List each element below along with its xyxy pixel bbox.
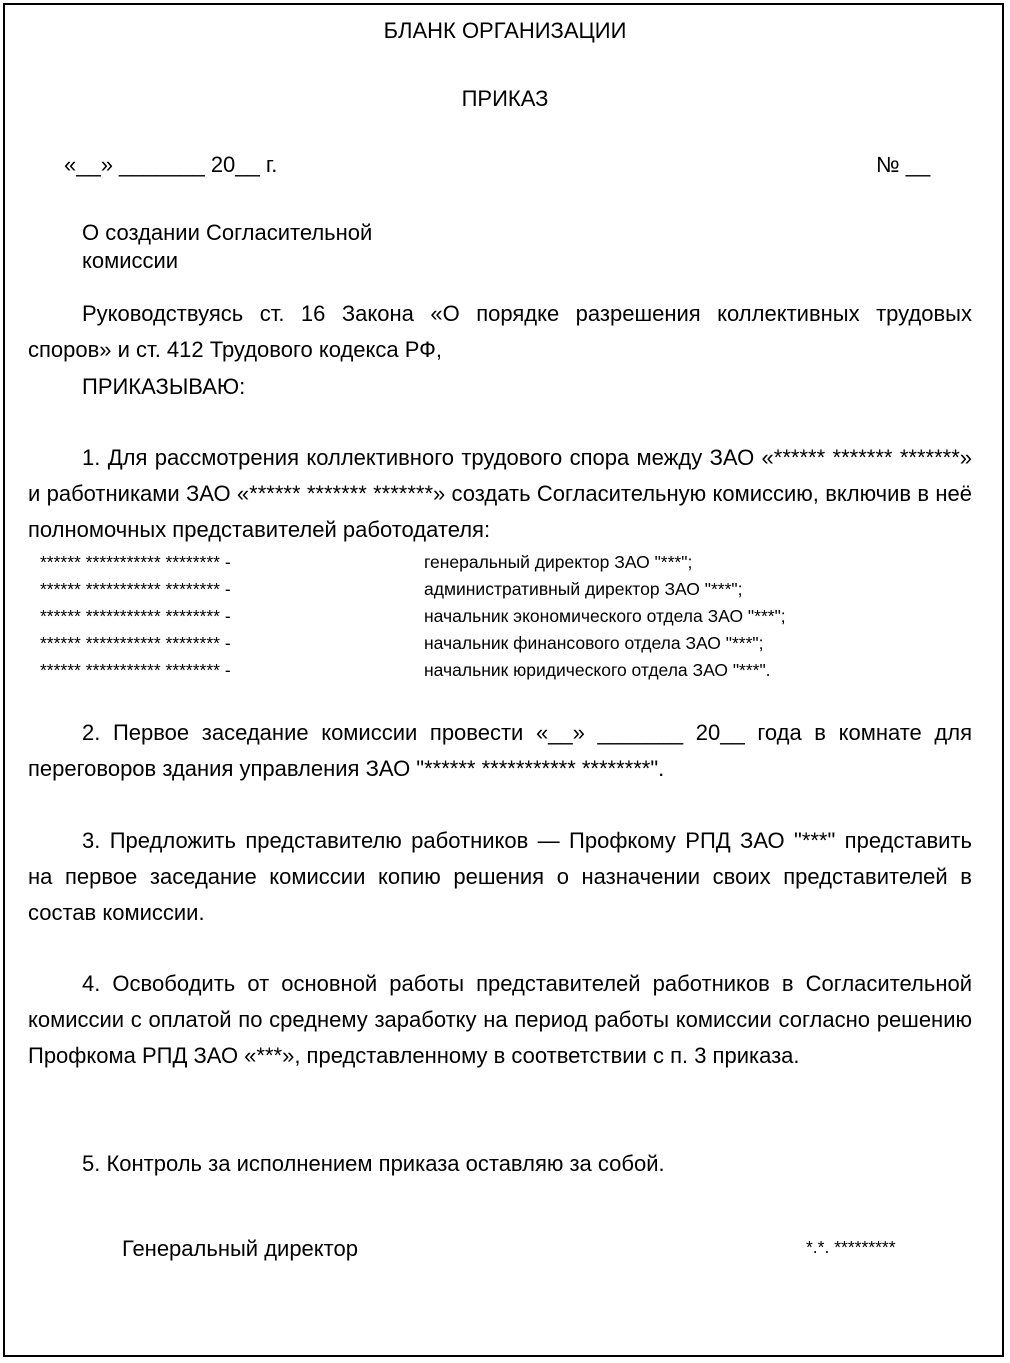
signature-name: *.*. ********* bbox=[806, 1237, 896, 1257]
representative-name: ****** *********** ******** - bbox=[40, 660, 231, 680]
order-number: № __ bbox=[876, 152, 931, 177]
representative-name: ****** *********** ******** - bbox=[40, 552, 231, 572]
order-title: ПРИКАЗ bbox=[461, 86, 549, 111]
representative-name: ****** *********** ******** - bbox=[40, 579, 231, 599]
representative-position: начальник юридического отдела ЗАО "***". bbox=[424, 660, 771, 680]
preamble-paragraph: Руководствуясь ст. 16 Закона «О порядке разрешения коллективных трудовых споров» и ст. 412 Трудового кодекса РФ, bbox=[28, 301, 972, 362]
item-3-paragraph: 3. Предложить представителю работников — Профкому РПД ЗАО "***" представить на первое заседание комиссии копию решения о назначении своих представителей в состав комиссии. bbox=[28, 828, 972, 925]
representative-position: начальник экономического отдела ЗАО "***"; bbox=[424, 606, 786, 626]
signature-title: Генеральный директор bbox=[122, 1236, 358, 1261]
item-1-paragraph: 1. Для рассмотрения коллективного трудового спора между ЗАО «****** ******* *******» и работниками ЗАО «****** ******* *******» создать Согласительную комиссию, включив в неё полномочных представителей работодателя: bbox=[28, 445, 972, 542]
representative-row bbox=[40, 630, 920, 656]
representative-name: ****** *********** ******** - bbox=[40, 633, 231, 653]
representative-row bbox=[40, 549, 920, 575]
representative-row bbox=[40, 657, 920, 683]
representative-position: административный директор ЗАО "***"; bbox=[424, 579, 743, 599]
representative-position: генеральный директор ЗАО "***"; bbox=[424, 552, 693, 572]
item-4-paragraph: 4. Освободить от основной работы представителей работников в Согласительной комиссии с оплатой по среднему заработку на период работы комиссии согласно решению Профкома РПД ЗАО «***», представленному в соответствии с п. 3 приказа. bbox=[28, 971, 972, 1068]
order-word: ПРИКАЗЫВАЮ: bbox=[82, 374, 246, 399]
representative-name: ****** *********** ******** - bbox=[40, 606, 231, 626]
subject-line-2: комиссии bbox=[82, 248, 179, 273]
order-date: «__» _______ 20__ г. bbox=[64, 152, 278, 177]
subject-line-1: О создании Согласительной bbox=[82, 220, 373, 245]
representative-position: начальник финансового отдела ЗАО "***"; bbox=[424, 633, 764, 653]
representative-row bbox=[40, 603, 920, 629]
representative-row bbox=[40, 576, 920, 602]
item-5-paragraph: 5. Контроль за исполнением приказа оставляю за собой. bbox=[82, 1151, 665, 1176]
item-2-paragraph: 2. Первое заседание комиссии провести «__» _______ 20__ года в комнате для переговоров здания управления ЗАО "****** *********** ********". bbox=[28, 720, 972, 781]
org-blank-heading: БЛАНК ОРГАНИЗАЦИИ bbox=[383, 18, 627, 43]
